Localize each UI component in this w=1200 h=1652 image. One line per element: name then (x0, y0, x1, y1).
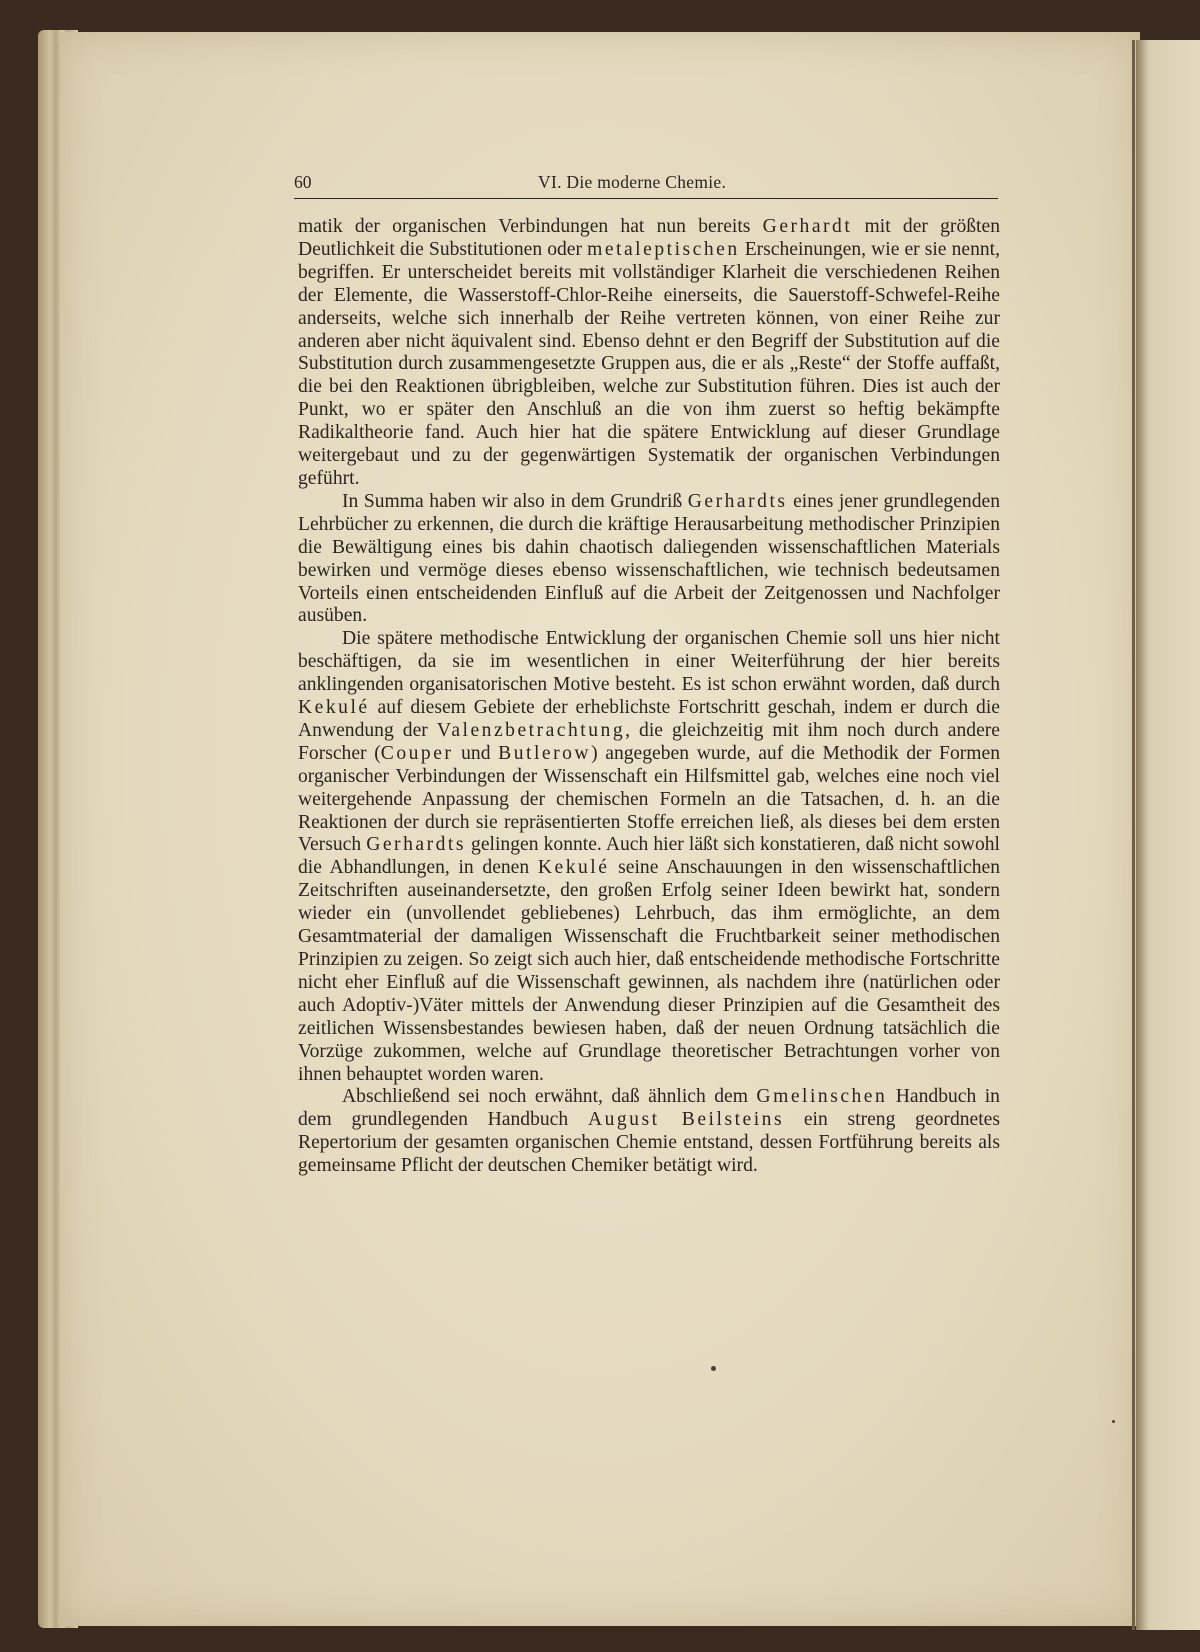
paper-speck (711, 1366, 716, 1371)
spaced-name: Gerhardts (366, 834, 466, 856)
spaced-name: Kekulé (298, 697, 370, 719)
text-run: ) angegeben wurde, auf die Methodik der Formen organischer Verbindungen der Wissenschaft ein Hilfsmittel gab, welches eine noch viel weitergehende Anpassung der chemischen Formeln an die Tatsachen, d. h. an die Reaktionen der durch sie repräsentierten Stoffe erreichen ließ, als dieses bei dem ersten Versuch (298, 742, 1000, 856)
text-run: auf diesem Gebiete der erheblichste Fortschritt geschah, indem er durch die Anwendung der (298, 697, 1000, 741)
text-run: matik der organischen Verbindungen hat nun bereits (298, 216, 763, 237)
text-run: , die gleichzeitig mit ihm noch durch andere Forscher ( (298, 719, 1001, 764)
text-run: ein streng geordnetes Repertorium der gesamten organischen Chemie entstand, dessen Fortführung bereits als gemeinsame Pflicht der deutschen Chemiker betätigt wird. (298, 1109, 1000, 1177)
spaced-name: Couper (380, 742, 454, 764)
spaced-name: Gerhardts (687, 490, 788, 512)
text-run: Handbuch in dem grundlegenden Handbuch (298, 1086, 1000, 1131)
facing-page-edge (1136, 40, 1200, 1630)
page-number: 60 (294, 172, 312, 192)
text-run: gelingen konnte. Auch hier läßt sich konstatieren, daß nicht sowohl die Abhandlungen, in denen (298, 834, 1000, 879)
spaced-name: Kekulé (537, 857, 610, 879)
text-run: Die spätere methodische Entwicklung der organischen Chemie soll uns hier nicht beschäftigen, da sie im wesentlichen in einer Weiterführung der hier bereits anklingenden organisatorischen Motive besteht. Es ist schon erwähnt worden, daß durch (298, 628, 1000, 696)
spaced-name: Gmelinschen (756, 1086, 888, 1108)
text-run: eines jener grundlegenden Lehrbücher zu erkennen, die durch die kräftige Herausarbeitung methodischer Prinzipien die Bewältigung eines bis dahin chaotisch daliegenden wissenschaftlichen Materials bewirken und vermöge dieses ebenso wissenschaftlichen, wie technisch bedeutsamen Vorteils einen entscheidenden Einfluß auf die Arbeit der Zeitgenossen und Nachfolger ausüben. (298, 490, 1000, 627)
text-run: Abschließend sei noch erwähnt, daß ähnlich dem (342, 1086, 757, 1108)
book-gutter (1132, 40, 1135, 1630)
text-run: In Summa haben wir also in dem Grundriß (342, 490, 688, 512)
paper-speck (1112, 1420, 1115, 1423)
paragraph (298, 216, 1000, 491)
text-run: mit der größten Deutlichkeit die Substitutionen oder (298, 216, 1000, 260)
spaced-name: metaleptischen (587, 238, 740, 260)
paragraph (298, 491, 1000, 628)
paragraph (298, 1086, 1000, 1178)
body-text (298, 216, 1000, 1178)
text-run: seine Anschauungen in den wissenschaftlichen Zeitschriften auseinandersetzte, den großen Erfolg seiner Ideen bewirkt hat, sondern wieder ein (unvollendet gebliebenes) Lehrbuch, das ihm ermöglichte, an dem Gesamtmaterial der damaligen Wissenschaft die Fruchtbarkeit seiner methodischen Prinzipien zu zeigen. So zeigt sich auch hier, daß entscheidende methodische Fortschritte nicht eher Einfluß auf die Wissenschaft gewinnen, als nachdem ihre (natürlichen oder auch Adoptiv-)Väter mittels der Anwendung dieser Prinzipien auf die Gesamtheit des zeitlichen Wissensbestandes bewiesen haben, daß der neuen Ordnung tatsächlich die Vorzüge zukommen, welche auf Grundlage theoretischer Betrachtungen vorher von ihnen behauptet worden waren. (298, 857, 1000, 1085)
page-header (294, 172, 998, 199)
spaced-name: Gerhardt (762, 216, 853, 237)
paragraph (298, 628, 1000, 1086)
text-run: Erscheinungen, wie er sie nennt, begriffen. Er unterscheidet bereits mit vollständiger Klarheit die verschiedenen Reihen der Elemente, die Wasserstoff-Chlor-Reihe einerseits, die Sauerstoff-Schwefel-Reihe anderseits, welche sich innerhalb der Reihe vertreten können, von einer Reihe zur anderen aber nicht äquivalent sind. Ebenso dehnt er den Begriff der Substitution auf die Substitution durch zusammengesetzte Gruppen aus, die er als „Reste“ der Stoffe auffaßt, die bei den Reaktionen übrigbleiben, welche zur Substitution führen. Dies ist auch der Punkt, wo er später den Anschluß an die von ihm zuerst so heftig bekämpfte Radikaltheorie fand. Auch hier hat die spätere Entwicklung auf dieser Grundlage weitergebaut und zu der gegenwärtigen Systematik der organischen Verbindungen geführt. (298, 238, 1001, 489)
spaced-name: August Beilsteins (587, 1109, 785, 1131)
running-head: VI. Die moderne Chemie. (538, 172, 727, 192)
text-run: und (453, 742, 499, 764)
spaced-name: Butlerow (498, 742, 592, 764)
spaced-name: Valenzbetrachtung (436, 719, 626, 741)
